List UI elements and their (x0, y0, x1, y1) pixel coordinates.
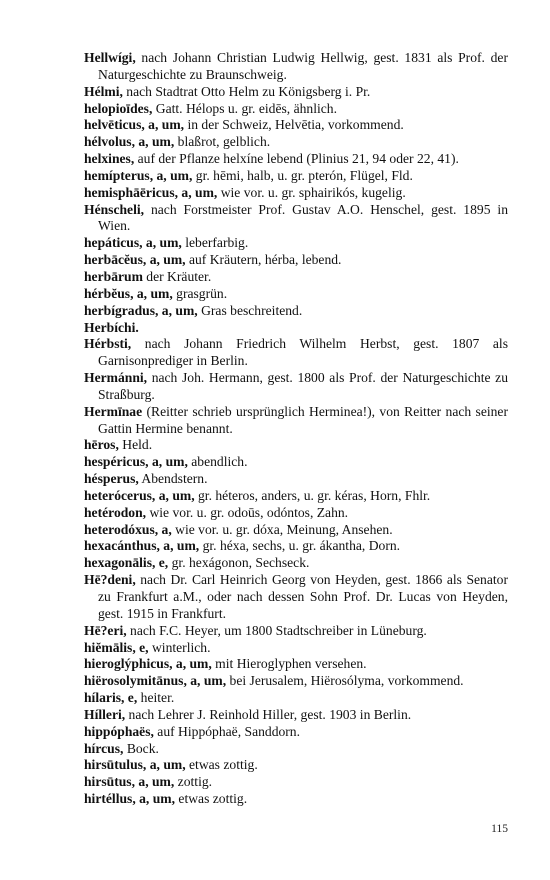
entry-definition: gr. héteros, anders, u. gr. kéras, Horn, Fhlr. (194, 487, 431, 503)
entry-definition: heiter. (137, 690, 175, 706)
entry-definition: nach Johann Christian Ludwig Hellwig, gest. 1831 als Prof. der Naturgeschichte zu Braunschweig. (98, 50, 508, 82)
entry-headword: hílaris, e, (84, 690, 138, 706)
entry-definition: gr. hēmi, halb, u. gr. pterón, Flügel, Fld. (192, 167, 413, 183)
entry-headword: Hellwígi, (84, 50, 136, 65)
dictionary-entry (84, 623, 508, 640)
dictionary-entry (84, 690, 508, 707)
entry-headword: heterodóxus, a, (84, 521, 172, 537)
dictionary-entry (84, 488, 508, 505)
entry-definition: etwas zottig. (175, 791, 248, 807)
entry-definition: nach Stadtrat Otto Helm zu Königsberg i. Pr. (122, 83, 371, 99)
entry-headword: hieroglýphicus, a, um, (84, 656, 212, 672)
page-number: 115 (491, 823, 508, 835)
entry-headword: Hē?eri, (84, 622, 127, 638)
entry-headword: hexagonālis, e, (84, 555, 169, 571)
entry-headword: hetérodon, (84, 504, 147, 520)
dictionary-entry (84, 673, 508, 690)
dictionary-entry (84, 572, 508, 623)
dictionary-entry (84, 437, 508, 454)
dictionary-entry (84, 538, 508, 555)
entry-headword: Hermīnae (84, 403, 143, 419)
entry-headword: herbígradus, a, um, (84, 302, 198, 318)
dictionary-entry (84, 656, 508, 673)
entry-definition: winterlich. (148, 639, 211, 655)
dictionary-entry (84, 774, 508, 791)
entry-definition: mit Hieroglyphen versehen. (211, 656, 367, 672)
entry-definition: in der Schweiz, Helvētia, vorkommend. (184, 117, 404, 133)
entry-headword: hirtéllus, a, um, (84, 791, 176, 807)
entry-definition: wie vor. u. gr. sphairikós, kugelig. (217, 184, 406, 200)
entry-definition: (Reitter schrieb ursprünglich Herminea!), von Reitter nach seiner Gattin Hermine benannt. (98, 403, 508, 436)
dictionary-entry (84, 791, 508, 808)
dictionary-entry (84, 454, 508, 471)
entry-definition: blaßrot, gelblich. (174, 134, 271, 150)
entry-definition: auf der Pflanze helxíne lebend (Plinius 21, 94 oder 22, 41). (134, 151, 459, 167)
entry-definition: auf Kräutern, hérba, lebend. (185, 252, 342, 268)
dictionary-entry (84, 252, 508, 269)
entry-definition: Gatt. Hélops u. gr. eidēs, ähnlich. (152, 100, 337, 116)
dictionary-entry (84, 202, 508, 236)
dictionary-entry (84, 320, 508, 337)
entry-definition: Bock. (123, 740, 159, 756)
entry-definition: gr. héxa, sechs, u. gr. ákantha, Dorn. (199, 538, 401, 554)
dictionary-entry (84, 269, 508, 286)
entry-definition: wie vor. u. gr. dóxa, Meinung, Ansehen. (171, 521, 393, 537)
entry-headword: hirsūtus, a, um, (84, 774, 175, 790)
dictionary-entry (84, 235, 508, 252)
dictionary-entry (84, 303, 508, 320)
entry-definition: grasgrün. (172, 285, 228, 301)
entry-headword: hirsūtulus, a, um, (84, 757, 186, 773)
entry-headword: hésperus, (84, 471, 139, 487)
dictionary-entry (84, 151, 508, 168)
dictionary-entry (84, 707, 508, 724)
dictionary-entry (84, 101, 508, 118)
entry-definition: abendlich. (187, 454, 248, 470)
entry-definition: nach Joh. Hermann, gest. 1800 als Prof. der Naturgeschichte zu Straßburg. (98, 370, 508, 402)
entry-headword: Hérbsti, (84, 336, 132, 352)
entry-definition: gr. hexágonon, Sechseck. (168, 555, 310, 571)
entry-headword: heterócerus, a, um, (84, 487, 195, 503)
entry-headword: Hélmi, (84, 83, 123, 99)
dictionary-entry (84, 505, 508, 522)
entry-headword: hēros, (84, 437, 119, 453)
entry-definition: nach Dr. Carl Heinrich Georg von Heyden, gest. 1866 als Senator zu Frankfurt a.M., oder nach dessen Sohn Prof. Dr. Lucas von Heyden, gest. 1915 in Frankfurt. (98, 572, 508, 621)
entry-headword: hiërosolymitānus, a, um, (84, 673, 227, 689)
dictionary-entry (84, 50, 508, 84)
entry-definition: nach Forstmeister Prof. Gustav A.O. Henschel, gest. 1895 in Wien. (98, 201, 508, 234)
entry-definition: Gras beschreitend. (197, 302, 303, 318)
entry-definition: nach F.C. Heyer, um 1800 Stadtschreiber in Lüneburg. (126, 622, 427, 638)
dictionary-entry (84, 84, 508, 101)
dictionary-entry (84, 370, 508, 404)
entry-definition: nach Lehrer J. Reinhold Hiller, gest. 1903 in Berlin. (125, 706, 412, 722)
entry-definition: Abendstern. (138, 471, 208, 487)
dictionary-entries (84, 50, 508, 808)
dictionary-entry (84, 555, 508, 572)
dictionary-entry (84, 404, 508, 438)
entry-definition: wie vor. u. gr. odoūs, odóntos, Zahn. (146, 504, 349, 520)
entry-headword: hepáticus, a, um, (84, 235, 182, 251)
dictionary-entry (84, 117, 508, 134)
entry-headword: herbācĕus, a, um, (84, 252, 186, 268)
entry-headword: hírcus, (84, 740, 124, 756)
entry-definition: der Kräuter. (142, 268, 212, 284)
dictionary-entry (84, 286, 508, 303)
dictionary-entry (84, 640, 508, 657)
entry-definition: leberfarbig. (181, 235, 249, 251)
entry-headword: helopioīdes, (84, 100, 153, 116)
entry-headword: hemípterus, a, um, (84, 167, 193, 183)
entry-headword: herbārum (84, 268, 143, 284)
entry-headword: hexacánthus, a, um, (84, 538, 200, 554)
entry-headword: hemisphāēricus, a, um, (84, 184, 218, 200)
entry-definition: nach Johann Friedrich Wilhelm Herbst, gest. 1807 als Garnisonprediger in Berlin. (98, 336, 508, 369)
dictionary-entry (84, 336, 508, 370)
entry-headword: hespéricus, a, um, (84, 454, 188, 470)
entry-headword: Herbíchi. (84, 319, 139, 335)
dictionary-entry (84, 471, 508, 488)
entry-definition: etwas zottig. (185, 757, 258, 773)
dictionary-entry (84, 134, 508, 151)
entry-headword: helxines, (84, 151, 135, 167)
entry-headword: helvēticus, a, um, (84, 117, 185, 133)
entry-definition: bei Jerusalem, Hiërosólyma, vorkommend. (226, 673, 464, 689)
dictionary-entry (84, 741, 508, 758)
entry-headword: Hénscheli, (84, 201, 145, 217)
entry-headword: hélvolus, a, um, (84, 134, 175, 150)
dictionary-entry (84, 522, 508, 539)
entry-definition: Held. (118, 437, 153, 453)
entry-headword: Hílleri, (84, 706, 126, 722)
dictionary-entry (84, 757, 508, 774)
entry-definition: auf Hippóphaë, Sanddorn. (153, 723, 301, 739)
entry-headword: hérbĕus, a, um, (84, 285, 173, 301)
entry-headword: hiĕmālis, e, (84, 639, 149, 655)
entry-headword: Hermánni, (84, 370, 148, 386)
dictionary-entry (84, 724, 508, 741)
entry-definition: zottig. (174, 774, 213, 790)
entry-headword: Hē?deni, (84, 572, 136, 588)
dictionary-entry (84, 185, 508, 202)
entry-headword: hippóphaës, (84, 723, 154, 739)
dictionary-entry (84, 168, 508, 185)
